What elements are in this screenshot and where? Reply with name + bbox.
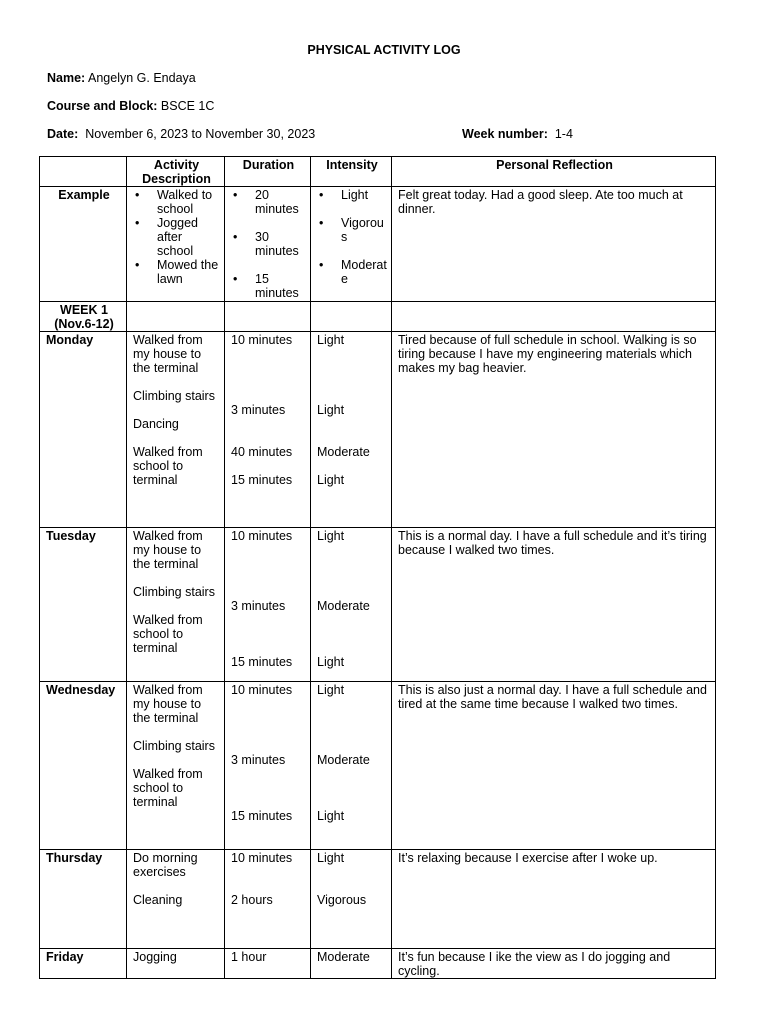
list-item: • Vigorous xyxy=(317,216,387,244)
list-item: 1 hour xyxy=(231,950,267,964)
list-item: 40 minutes xyxy=(231,445,293,459)
list-item: 10 minutes xyxy=(231,851,293,865)
friday-reflection: It’s fun because I ike the view as I do jogging and cycling. xyxy=(392,949,716,979)
header-reflection: Personal Reflection xyxy=(392,157,716,187)
day-label-monday: Monday xyxy=(40,332,127,528)
header-intensity: Intensity xyxy=(311,157,392,187)
list-item: 2 hours xyxy=(231,893,273,907)
table-row xyxy=(40,850,716,949)
example-row xyxy=(40,187,716,302)
list-item: 15 minutes xyxy=(231,473,293,487)
name-line xyxy=(47,71,196,85)
list-item: • 15 minutes xyxy=(231,272,306,300)
list-item: Moderate xyxy=(317,753,370,767)
list-item: Light xyxy=(317,655,345,669)
friday-activities xyxy=(127,949,225,979)
list-item: • Walked to school xyxy=(133,188,220,216)
week-label: Week number: xyxy=(462,127,548,141)
thursday-activities xyxy=(127,850,225,949)
list-item: Dancing xyxy=(133,417,179,431)
list-item: Light xyxy=(317,809,345,823)
wednesday-reflection: This is also just a normal day. I have a full schedule and tired at the same time because I walked two times. xyxy=(392,682,716,850)
list-item: 3 minutes xyxy=(231,403,286,417)
list-item: Light xyxy=(317,473,345,487)
wednesday-intensities xyxy=(311,682,392,850)
list-item: Walked from my house to the terminal xyxy=(133,529,203,571)
list-item: Climbing stairs xyxy=(133,585,215,599)
table-row xyxy=(40,332,716,528)
list-item: 10 minutes xyxy=(231,333,293,347)
table-row xyxy=(40,528,716,682)
example-activities xyxy=(127,187,225,302)
list-item: Moderate xyxy=(317,950,370,964)
course-value: BSCE 1C xyxy=(160,99,215,113)
list-item: Cleaning xyxy=(133,893,183,907)
course-line xyxy=(47,99,214,113)
table-row xyxy=(40,949,716,979)
list-item: • Jogged after school xyxy=(133,216,220,258)
monday-reflection: Tired because of full schedule in school. Walking is so tiring because I have my engineering materials which makes my bag heavier. xyxy=(392,332,716,528)
course-label: Course and Block: xyxy=(47,99,158,113)
wednesday-activities xyxy=(127,682,225,850)
activity-log-table xyxy=(39,156,716,979)
day-label-thursday: Thursday xyxy=(40,850,127,949)
friday-durations xyxy=(225,949,311,979)
date-value: November 6, 2023 to November 30, 2023 xyxy=(85,127,316,141)
tuesday-activities xyxy=(127,528,225,682)
list-item: 3 minutes xyxy=(231,599,286,613)
list-item: 10 minutes xyxy=(231,683,293,697)
list-item: Climbing stairs xyxy=(133,389,215,403)
header-day xyxy=(40,157,127,187)
tuesday-reflection: This is a normal day. I have a full schedule and it’s tiring because I walked two times. xyxy=(392,528,716,682)
name-value: Angelyn G. Endaya xyxy=(88,71,196,85)
table-row xyxy=(40,682,716,850)
list-item: • 20 minutes xyxy=(231,188,306,216)
thursday-reflection: It’s relaxing because I exercise after I woke up. xyxy=(392,850,716,949)
list-item: Light xyxy=(317,683,345,697)
list-item: • Moderate xyxy=(317,258,387,286)
day-label-wednesday: Wednesday xyxy=(40,682,127,850)
date-label: Date: xyxy=(47,127,79,141)
list-item: • Light xyxy=(317,188,387,202)
list-item: Moderate xyxy=(317,599,370,613)
wednesday-durations xyxy=(225,682,311,850)
list-item: Climbing stairs xyxy=(133,739,215,753)
list-item: Vigorous xyxy=(317,893,367,907)
list-item: Light xyxy=(317,851,345,865)
example-label: Example xyxy=(40,187,127,302)
friday-intensities xyxy=(311,949,392,979)
list-item: Light xyxy=(317,403,345,417)
example-reflection: Felt great today. Had a good sleep. Ate too much at dinner. xyxy=(392,187,716,302)
header-row xyxy=(40,157,716,187)
list-item: Jogging xyxy=(133,950,177,964)
week-number-line xyxy=(462,127,573,141)
list-item: • 30 minutes xyxy=(231,230,306,258)
example-intensities xyxy=(311,187,392,302)
header-activity: Activity Description xyxy=(127,157,225,187)
page-title: PHYSICAL ACTIVITY LOG xyxy=(307,43,461,57)
list-item: Walked from my house to the terminal xyxy=(133,683,203,725)
list-item: Walked from school to terminal xyxy=(133,445,203,487)
list-item: Moderate xyxy=(317,445,370,459)
thursday-intensities xyxy=(311,850,392,949)
list-item: 15 minutes xyxy=(231,809,293,823)
list-item: Walked from school to terminal xyxy=(133,613,203,655)
list-item: Light xyxy=(317,529,345,543)
thursday-durations xyxy=(225,850,311,949)
header-duration: Duration xyxy=(225,157,311,187)
list-item: Walked from my house to the terminal xyxy=(133,333,203,375)
list-item: • Mowed the lawn xyxy=(133,258,220,286)
tuesday-durations xyxy=(225,528,311,682)
list-item: Do morning exercises xyxy=(133,851,198,879)
date-line xyxy=(47,127,315,141)
monday-activities xyxy=(127,332,225,528)
day-label-tuesday: Tuesday xyxy=(40,528,127,682)
name-label: Name: xyxy=(47,71,86,85)
day-label-friday: Friday xyxy=(40,949,127,979)
tuesday-intensities xyxy=(311,528,392,682)
list-item: 10 minutes xyxy=(231,529,293,543)
monday-intensities xyxy=(311,332,392,528)
list-item: 3 minutes xyxy=(231,753,286,767)
week-value: 1-4 xyxy=(554,127,573,141)
list-item: Light xyxy=(317,333,345,347)
monday-durations xyxy=(225,332,311,528)
week1-row xyxy=(40,302,716,332)
example-durations xyxy=(225,187,311,302)
week1-label: WEEK 1 (Nov.6-12) xyxy=(40,302,127,332)
list-item: Walked from school to terminal xyxy=(133,767,203,809)
list-item: 15 minutes xyxy=(231,655,293,669)
